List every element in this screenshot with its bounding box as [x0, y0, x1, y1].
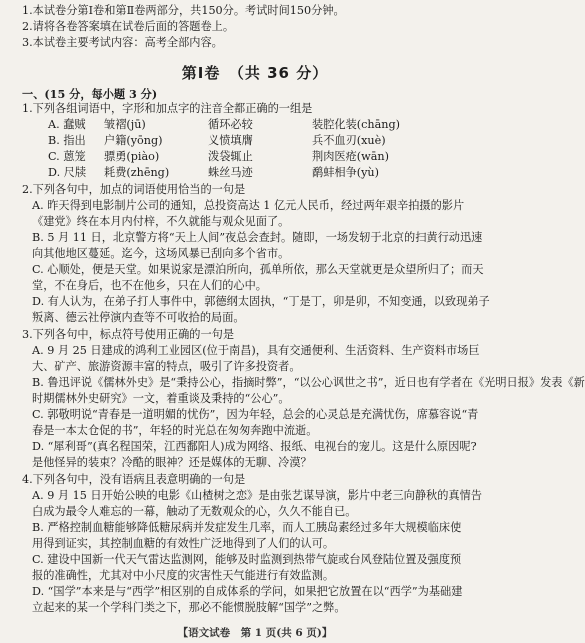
q4-line: D. “国学”本来是与“西学”相区别的自成体系的学问，如果把它放置在以“西学”为基础建	[32, 585, 463, 598]
q3-line: B. 鲁迅评说《儒林外史》是“秉持公心，指摘时弊”，“以公心讽世之书”，近日也有学者在《光明日报》发表《新	[32, 376, 585, 389]
q1-b-word3: 兵不血刃(xuè)	[312, 134, 386, 147]
q1-stem: 1.下列各组词语中，字形和加点字的注音全都正确的一组是	[22, 102, 313, 115]
q1-a-word1: 皱褶(jū)	[104, 118, 146, 131]
q1-b-word1: 户籍(yōng)	[104, 134, 163, 147]
note-3: 3.本试卷主要考试内容：高考全部内容。	[22, 36, 223, 49]
q2-line: B. 5 月 11 日，北京警方将“天上人间”夜总会查封。随即，一场发轫于北京的扫黄行动迅速	[32, 231, 483, 244]
q2-line: 堂，不在身后，也不在他乡，只在人们的心中。	[32, 279, 267, 292]
q1-a-word2: 循环必较	[208, 118, 253, 131]
q2-stem: 2.下列各句中，加点的词语使用恰当的一句是	[22, 183, 246, 196]
q1-c-word1: 骠勇(piào)	[104, 150, 160, 163]
q1-c-label: C. 蒽笼	[48, 150, 86, 163]
q3-line: 时期儒林外史研究》一文，着重谈及秉持的“公心”。	[32, 392, 290, 405]
note-1: 1.本试卷分第Ⅰ卷和第Ⅱ卷两部分，共150分。考试时间150分钟。	[22, 4, 345, 17]
note-2: 2.请将各卷答案填在试卷后面的答题卷上。	[22, 20, 235, 33]
q3-line: 是他怪异的装束？冷酷的眼神？还是媒体的无聊、冷漠？	[32, 456, 312, 469]
q4-line: B. 严格控制血糖能够降低糖尿病并发症发生几率，而人工胰岛素经过多年大规模临床使	[32, 521, 462, 534]
q1-option-a	[48, 118, 500, 132]
q1-b-word2: 义愤填膺	[208, 134, 253, 147]
q4-stem: 4.下列各句中，没有语病且表意明确的一句是	[22, 473, 246, 486]
q1-option-b	[48, 134, 500, 148]
q2-line: A. 昨天得到电影制片公司的通知，总投资高达 1 亿元人民币，经过两年艰辛拍摄的影片	[32, 199, 465, 212]
q2-line: D. 有人认为，在弟子打人事件中，郭德纲太固执，“丁是丁，卯是卯，不知变通，以致现弟子	[32, 295, 490, 308]
q1-option-c	[48, 150, 500, 164]
section-title: 第Ⅰ卷 （共 36 分）	[181, 64, 329, 82]
q2-line: C. 心顺处，便是天堂。如果说家是漂泊所向，孤单所依，那么天堂就更是众望所归了；而天	[32, 263, 484, 276]
q1-d-label: D. 尺牍	[48, 166, 87, 179]
q4-line: 用得到证实，其控制血糖的有效性广泛地得到了人们的认可。	[32, 537, 335, 550]
q4-line: 白成为最令人难忘的一幕，触动了无数观众的心，久久不能自已。	[32, 505, 357, 518]
q3-line: C. 郭敬明说“青春是一道明媚的忧伤”，因为年轻，总会的心灵总是充满忧伤，席慕容说“青	[32, 408, 479, 421]
q4-line: 报的准确性，尤其对中小尺度的灾害性天气能进行有效监测。	[32, 569, 335, 582]
q3-line: 大、矿产、旅游资源丰富的特点，吸引了许多投资者。	[32, 360, 301, 373]
q1-c-word3: 荆肉医疮(wān)	[312, 150, 389, 163]
q1-d-word3: 鹬蚌相争(yù)	[312, 166, 380, 179]
q1-a-label: A. 蠢贼	[48, 118, 86, 131]
q3-line: A. 9 月 25 日建成的鸿利工业园区(位于南昌)，具有交通便利、生活资料、生产资料市场巨	[32, 344, 480, 357]
q2-line: 叛离、德云社停演内查等不可收拾的局面。	[32, 311, 245, 324]
q1-d-word1: 耗费(zhēng)	[104, 166, 170, 179]
q2-line: 向其他地区蔓延。迄今，这场风暴已刮向多个省市。	[32, 247, 290, 260]
q1-a-word3: 装腔化装(chāng)	[312, 118, 400, 131]
q1-b-label: B. 指出	[48, 134, 86, 147]
q3-stem: 3.下列各句中，标点符号使用正确的一句是	[22, 328, 235, 341]
q4-line: C. 建设中国新一代天气雷达监测网，能够及时监测到热带气旋或台风登陆位置及强度预	[32, 553, 462, 566]
q2-line: 《建党》终在本月内付梓，不久就能与观众见面了。	[32, 215, 290, 228]
q3-line: 春是一本太仓促的书”，年轻的时光总在匆匆奔跑中流逝。	[32, 424, 318, 437]
q4-line: A. 9 月 15 日开始公映的电影《山楂树之恋》是由张艺谋导演，影片中老三向静秋的真情告	[32, 489, 482, 502]
q1-c-word2: 泼袋辄止	[208, 150, 253, 163]
part-heading: 一、(15 分，每小题 3 分)	[22, 87, 158, 101]
q4-line: 立起来的某一个学科门类之下，那必不能惯脱肢解“国学”之弊。	[32, 601, 346, 614]
q1-d-word2: 蛛丝马迹	[208, 166, 253, 179]
page-footer: 【语文试卷 第 1 页(共 6 页)】	[177, 627, 333, 639]
q3-line: D. “犀利哥”(真名程国荣，江西鄱阳人)成为网络、报纸、电视台的宠儿。这是什么原因呢?	[32, 440, 477, 453]
q1-option-d	[48, 166, 500, 180]
